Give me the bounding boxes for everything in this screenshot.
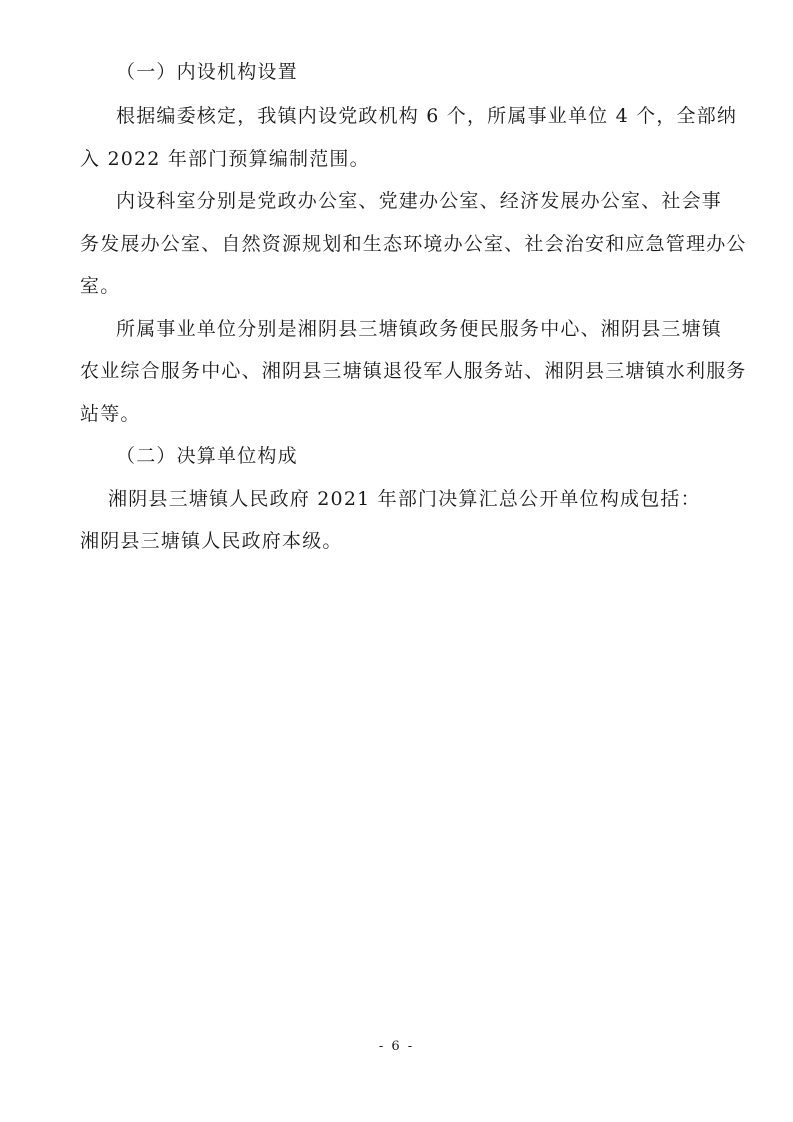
paragraph-line: 入 2022 年部门预算编制范围。 [80,148,370,170]
paragraph-line: 根据编委核定，我镇内设党政机构 6 个，所属事业单位 4 个，全部纳 [116,105,738,127]
section-heading-final-accounts-units: （二）决算单位构成 [116,445,298,467]
paragraph-line: 室。 [80,275,121,297]
paragraph-line: 农业综合服务中心、湘阴县三塘镇退役军人服务站、湘阴县三塘镇水利服务 [80,360,747,382]
paragraph-line: 内设科室分别是党政办公室、党建办公室、经济发展办公室、社会事 [116,190,723,212]
paragraph-line: 务发展办公室、自然资源规划和生态环境办公室、社会治安和应急管理办公 [80,233,747,255]
section-heading-internal-institutions: （一）内设机构设置 [116,61,298,83]
paragraph-line: 站等。 [80,403,141,425]
paragraph-line: 湘阴县三塘镇人民政府 2021 年部门决算汇总公开单位构成包括： [108,488,701,510]
page-number: - 6 - [378,1039,415,1054]
paragraph-line: 所属事业单位分别是湘阴县三塘镇政务便民服务中心、湘阴县三塘镇 [116,318,723,340]
paragraph-line: 湘阴县三塘镇人民政府本级。 [80,530,343,552]
